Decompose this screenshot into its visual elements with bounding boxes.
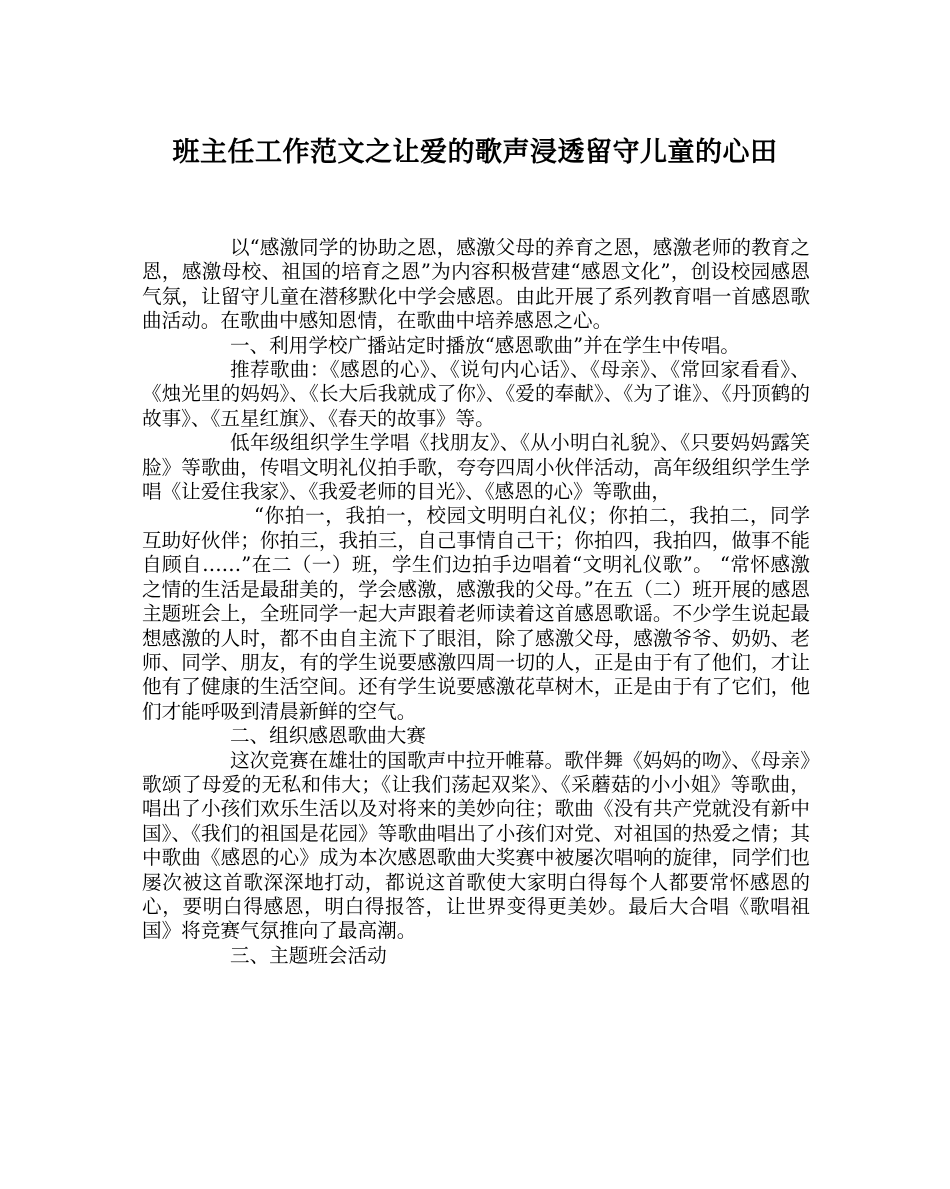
paragraph-intro: 以“感激同学的协助之恩，感激父母的养育之恩，感激老师的教育之恩，感激母校、祖国的培育之恩”为内容积极营建“感恩文化”，创设校园感恩气氛，让留守儿童在潜移默化中学会感恩。由此开展了系列教育唱一首感恩歌曲活动。在歌曲中感知恩情，在歌曲中培养感恩之心。 — [142, 236, 810, 333]
section-heading-class-meeting: 三、主题班会活动 — [230, 943, 387, 967]
paragraph-recommended-songs: 推荐歌曲：《感恩的心》、《说句内心话》、《母亲》、《常回家看看》、《烛光里的妈妈》、《长大后我就成了你》、《爱的奉献》、《为了谁》、《丹顶鹤的故事》、《五星红旗》、《春天的故事》等。 — [142, 358, 810, 430]
paragraph-contest: 这次竞赛在雄壮的国歌声中拉开帷幕。歌伴舞《妈妈的吻》、《母亲》歌颂了母爱的无私和伟大；《让我们荡起双桨》、《采蘑菇的小小姐》等歌曲，唱出了小孩们欢乐生活以及对将来的美妙向往；歌曲《没有共产党就没有新中国》、《我们的祖国是花园》等歌曲唱出了小孩们对党、对祖国的热爱之情；其中歌曲《感恩的心》成为本次感恩歌曲大奖赛中被屡次唱响的旋律，同学们也屡次被这首歌深深地打动，都说这首歌使大家明白得每个人都要常怀感恩的心，要明白得感恩，明白得报答，让世界变得更美妙。最后大合唱《歌唱祖国》将竞赛气氛推向了最高潮。 — [142, 748, 810, 943]
section-heading-contest: 二、组织感恩歌曲大赛 — [230, 724, 426, 748]
paragraph-grade-songs: 低年级组织学生学唱《找朋友》、《从小明白礼貌》、《只要妈妈露笑脸》等歌曲，传唱文明礼仪拍手歌，夸夸四周小伙伴活动，高年级组织学生学唱《让爱住我家》、《我爱老师的目光》、《感恩的心》等歌曲， — [142, 431, 810, 504]
document-title: 班主任工作范文之让爱的歌声浸透留守儿童的心田 — [172, 137, 778, 168]
document-body — [142, 236, 810, 968]
section-heading-broadcast: 一、利用学校广播站定时播放“感恩歌曲”并在学生中传唱。 — [230, 333, 740, 357]
paragraph-clapping-song: “你拍一，我拍一，校园文明明白礼仪；你拍二，我拍二，同学互助好伙伴；你拍三，我拍三，自己事情自己干；你拍四，我拍四，做事不能自顾自……”在二（一）班，学生们边拍手边唱着“文明礼仪歌”。 “常怀感激之情的生活是最甜美的，学会感激，感激我的父母。”在五（二）班开展的感恩主题班会上，全班同学一起大声跟着老师读着这首感恩歌谣。不少学生说起最想感激的人时，都不由自主流下了眼泪，除了感激父母，感激爷爷、奶奶、老师、同学、朋友，有的学生说要感激四周一切的人，正是由于有了他们，才让他有了健康的生活空间。还有学生说要感激花草树木，正是由于有了它们，他们才能呼吸到清晨新鲜的空气。 — [142, 504, 810, 723]
